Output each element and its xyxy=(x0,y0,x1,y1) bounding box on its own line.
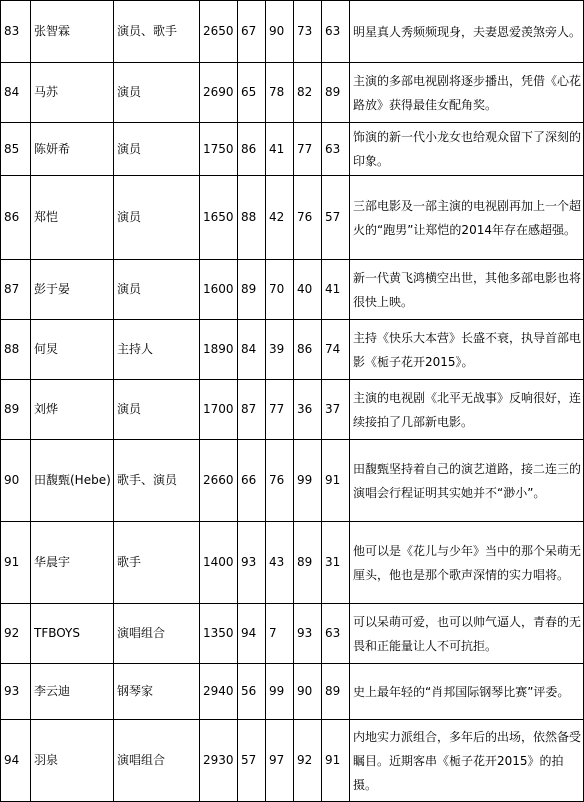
metric-3-cell: 77 xyxy=(294,123,322,176)
name-cell: 何炅 xyxy=(31,320,114,380)
metric-1-cell: 84 xyxy=(238,320,266,380)
table-row xyxy=(1,440,584,522)
metric-3-cell: 99 xyxy=(294,440,322,522)
name-cell: 马苏 xyxy=(31,63,114,123)
metric-1-cell: 65 xyxy=(238,63,266,123)
metric-4-cell: 57 xyxy=(322,176,350,260)
table-row xyxy=(1,63,584,123)
role-cell: 演员 xyxy=(114,123,200,176)
rank-cell: 86 xyxy=(1,176,31,260)
metric-1-cell: 88 xyxy=(238,176,266,260)
description-cell: 史上最年轻的“肖邦国际钢琴比赛”评委。 xyxy=(350,664,584,720)
metric-3-cell: 92 xyxy=(294,720,322,802)
name-cell: 华晨宇 xyxy=(31,522,114,604)
score-cell: 2930 xyxy=(200,720,238,802)
table-row xyxy=(1,380,584,440)
description-cell: 主演的多部电视剧将逐步播出，凭借《心花路放》获得最佳女配角奖。 xyxy=(350,63,584,123)
metric-3-cell: 76 xyxy=(294,176,322,260)
description-cell: 可以呆萌可爱，也可以帅气逼人，青春的无畏和正能量让人不可抗拒。 xyxy=(350,604,584,664)
metric-1-cell: 86 xyxy=(238,123,266,176)
description-cell: 主演的电视剧《北平无战事》反响很好，连续接拍了几部新电影。 xyxy=(350,380,584,440)
metric-4-cell: 31 xyxy=(322,522,350,604)
description-cell: 主持《快乐大本营》长盛不衰，执导首部电影《栀子花开2015》。 xyxy=(350,320,584,380)
rank-cell: 84 xyxy=(1,63,31,123)
metric-2-cell: 70 xyxy=(266,260,294,320)
role-cell: 演员 xyxy=(114,176,200,260)
rank-cell: 89 xyxy=(1,380,31,440)
metric-4-cell: 63 xyxy=(322,604,350,664)
rank-cell: 87 xyxy=(1,260,31,320)
name-cell: 郑恺 xyxy=(31,176,114,260)
role-cell: 演员 xyxy=(114,260,200,320)
metric-3-cell: 90 xyxy=(294,664,322,720)
metric-4-cell: 41 xyxy=(322,260,350,320)
metric-3-cell: 93 xyxy=(294,604,322,664)
metric-4-cell: 89 xyxy=(322,63,350,123)
score-cell: 1750 xyxy=(200,123,238,176)
metric-3-cell: 89 xyxy=(294,522,322,604)
metric-1-cell: 67 xyxy=(238,1,266,63)
metric-2-cell: 39 xyxy=(266,320,294,380)
table-row xyxy=(1,123,584,176)
score-cell: 1350 xyxy=(200,604,238,664)
metric-1-cell: 56 xyxy=(238,664,266,720)
description-cell: 饰演的新一代小龙女也给观众留下了深刻的印象。 xyxy=(350,123,584,176)
name-cell: 田馥甄(Hebe) xyxy=(31,440,114,522)
metric-2-cell: 90 xyxy=(266,1,294,63)
metric-3-cell: 40 xyxy=(294,260,322,320)
score-cell: 2940 xyxy=(200,664,238,720)
rank-cell: 92 xyxy=(1,604,31,664)
score-cell: 1400 xyxy=(200,522,238,604)
metric-4-cell: 63 xyxy=(322,1,350,63)
metric-1-cell: 66 xyxy=(238,440,266,522)
table-row xyxy=(1,1,584,63)
rank-cell: 91 xyxy=(1,522,31,604)
name-cell: 张智霖 xyxy=(31,1,114,63)
metric-1-cell: 57 xyxy=(238,720,266,802)
score-cell: 2660 xyxy=(200,440,238,522)
table-row xyxy=(1,176,584,260)
ranking-table-body xyxy=(1,1,584,802)
name-cell: TFBOYS xyxy=(31,604,114,664)
name-cell: 彭于晏 xyxy=(31,260,114,320)
table-row xyxy=(1,320,584,380)
role-cell: 演员、歌手 xyxy=(114,1,200,63)
metric-2-cell: 78 xyxy=(266,63,294,123)
score-cell: 1890 xyxy=(200,320,238,380)
rank-cell: 83 xyxy=(1,1,31,63)
metric-4-cell: 63 xyxy=(322,123,350,176)
metric-4-cell: 37 xyxy=(322,380,350,440)
description-cell: 明星真人秀频频现身，夫妻恩爱羡煞旁人。 xyxy=(350,1,584,63)
metric-1-cell: 93 xyxy=(238,522,266,604)
metric-4-cell: 91 xyxy=(322,440,350,522)
metric-2-cell: 76 xyxy=(266,440,294,522)
metric-2-cell: 42 xyxy=(266,176,294,260)
table-row xyxy=(1,720,584,802)
score-cell: 1700 xyxy=(200,380,238,440)
score-cell: 1650 xyxy=(200,176,238,260)
metric-2-cell: 97 xyxy=(266,720,294,802)
name-cell: 陈妍希 xyxy=(31,123,114,176)
name-cell: 刘烨 xyxy=(31,380,114,440)
score-cell: 2650 xyxy=(200,1,238,63)
metric-3-cell: 73 xyxy=(294,1,322,63)
role-cell: 歌手 xyxy=(114,522,200,604)
name-cell: 羽泉 xyxy=(31,720,114,802)
rank-cell: 90 xyxy=(1,440,31,522)
role-cell: 演唱组合 xyxy=(114,720,200,802)
role-cell: 演员 xyxy=(114,380,200,440)
metric-2-cell: 7 xyxy=(266,604,294,664)
role-cell: 演唱组合 xyxy=(114,604,200,664)
name-cell: 李云迪 xyxy=(31,664,114,720)
rank-cell: 88 xyxy=(1,320,31,380)
score-cell: 1600 xyxy=(200,260,238,320)
table-row xyxy=(1,664,584,720)
metric-3-cell: 36 xyxy=(294,380,322,440)
metric-3-cell: 82 xyxy=(294,63,322,123)
description-cell: 内地实力派组合，多年后的出场，依然备受瞩目。近期客串《栀子花开2015》的拍摄。 xyxy=(350,720,584,802)
metric-4-cell: 91 xyxy=(322,720,350,802)
metric-2-cell: 77 xyxy=(266,380,294,440)
rank-cell: 85 xyxy=(1,123,31,176)
rank-cell: 93 xyxy=(1,664,31,720)
description-cell: 新一代黄飞鸿横空出世，其他多部电影也将很快上映。 xyxy=(350,260,584,320)
table-row xyxy=(1,260,584,320)
score-cell: 2690 xyxy=(200,63,238,123)
role-cell: 歌手、演员 xyxy=(114,440,200,522)
role-cell: 主持人 xyxy=(114,320,200,380)
metric-1-cell: 94 xyxy=(238,604,266,664)
table-row xyxy=(1,522,584,604)
metric-3-cell: 86 xyxy=(294,320,322,380)
description-cell: 他可以是《花儿与少年》当中的那个呆萌无厘头，他也是那个歌声深情的实力唱将。 xyxy=(350,522,584,604)
description-cell: 田馥甄坚持着自己的演艺道路，接二连三的演唱会行程证明其实她并不“渺小”。 xyxy=(350,440,584,522)
metric-1-cell: 87 xyxy=(238,380,266,440)
rank-cell: 94 xyxy=(1,720,31,802)
metric-1-cell: 89 xyxy=(238,260,266,320)
role-cell: 钢琴家 xyxy=(114,664,200,720)
metric-2-cell: 43 xyxy=(266,522,294,604)
metric-2-cell: 41 xyxy=(266,123,294,176)
metric-2-cell: 99 xyxy=(266,664,294,720)
metric-4-cell: 89 xyxy=(322,664,350,720)
table-row xyxy=(1,604,584,664)
role-cell: 演员 xyxy=(114,63,200,123)
description-cell: 三部电影及一部主演的电视剧再加上一个超火的“跑男”让郑恺的2014年存在感超强。 xyxy=(350,176,584,260)
metric-4-cell: 74 xyxy=(322,320,350,380)
